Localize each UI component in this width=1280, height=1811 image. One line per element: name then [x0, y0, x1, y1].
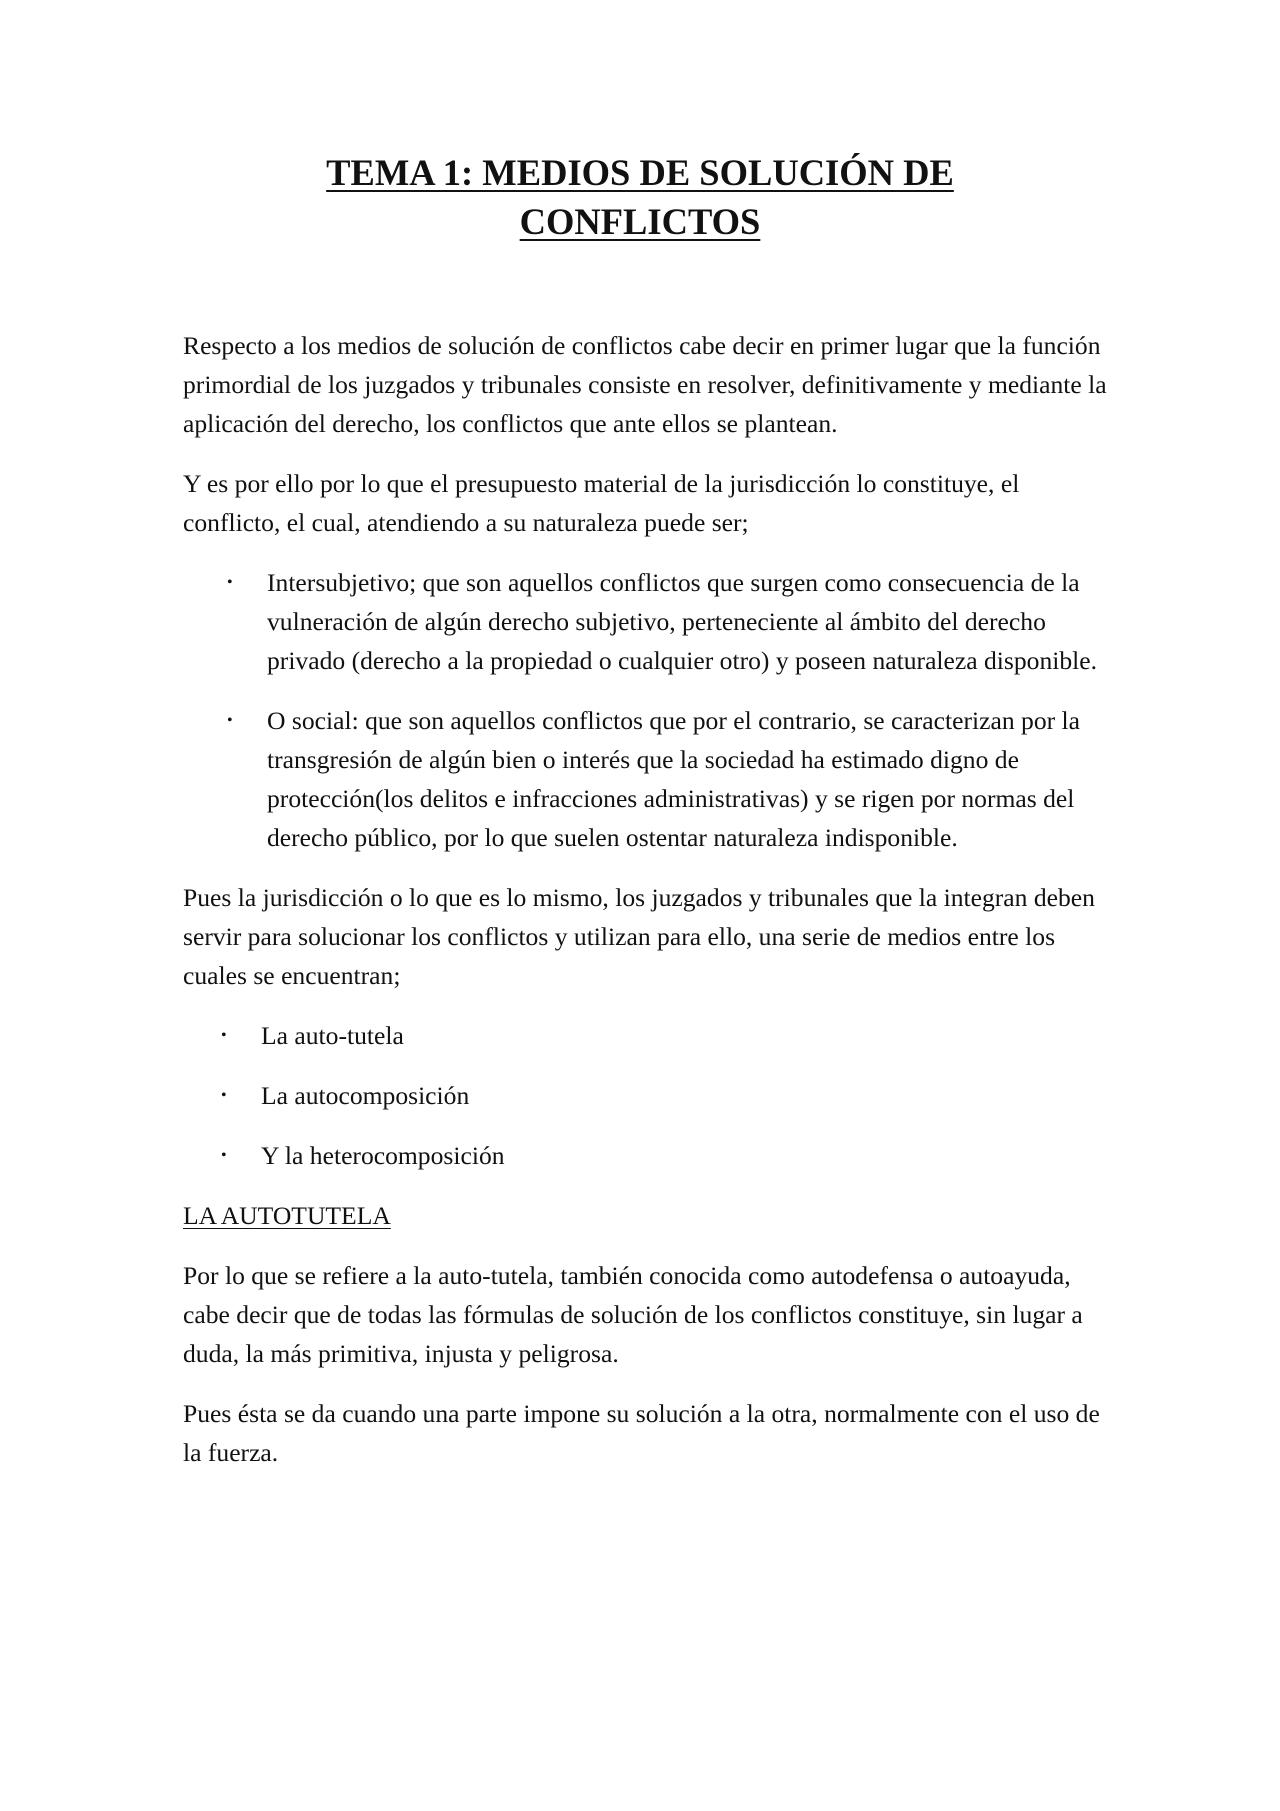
autotutela-paragraph: Por lo que se refiere a la auto-tutela, también conocida como autodefensa o autoayuda, cabe decir que de todas las fórmulas de solución de los conflictos constituye, sin lugar a duda, la más primitiva, injusta y peligrosa.	[183, 1261, 1083, 1368]
autotutela-paragraph: Pues ésta se da cuando una parte impone su solución a la otra, normalmente con el uso de la fuerza.	[183, 1399, 1100, 1467]
document-body	[183, 326, 1113, 1493]
list-item: • La autocomposición	[183, 1076, 1113, 1115]
title-line-2: CONFLICTOS	[519, 201, 761, 242]
title-line-1: TEMA 1: MEDIOS DE SOLUCIÓN DE	[326, 152, 954, 193]
conflict-types-list	[183, 563, 1113, 857]
list-item: • Y la heterocomposición	[183, 1136, 1113, 1175]
intro-paragraph: Y es por ello por lo que el presupuesto material de la jurisdicción lo constituye, el conflicto, el cual, atendiendo a su naturaleza puede ser;	[183, 469, 1020, 537]
list-item: • Intersubjetivo; que son aquellos conflictos que surgen como consecuencia de la vulneración de algún derecho subjetivo, perteneciente al ámbito del derecho privado (derecho a la propiedad o cualquier otro) y poseen naturaleza disponible.	[183, 563, 1113, 680]
section-heading: LA AUTOTUTELA	[183, 1201, 391, 1230]
intro-paragraph: Respecto a los medios de solución de conflictos cabe decir en primer lugar que la función primordial de los juzgados y tribunales consiste en resolver, definitivamente y mediante la aplicación del derecho, los conflictos que ante ellos se plantean.	[183, 331, 1107, 438]
document-title	[160, 148, 1120, 246]
means-paragraph: Pues la jurisdicción o lo que es lo mismo, los juzgados y tribunales que la integran deben servir para solucionar los conflictos y utilizan para ello, una serie de medios entre los cuales se encuentran;	[183, 883, 1095, 990]
means-list	[183, 1016, 1113, 1175]
list-item: • La auto-tutela	[183, 1016, 1113, 1055]
list-item: • O social: que son aquellos conflictos que por el contrario, se caracterizan por la transgresión de algún bien o interés que la sociedad ha estimado digno de protección(los delitos e infracciones administrativas) y se rigen por normas del derecho público, por lo que suelen ostentar naturaleza indisponible.	[183, 701, 1113, 857]
